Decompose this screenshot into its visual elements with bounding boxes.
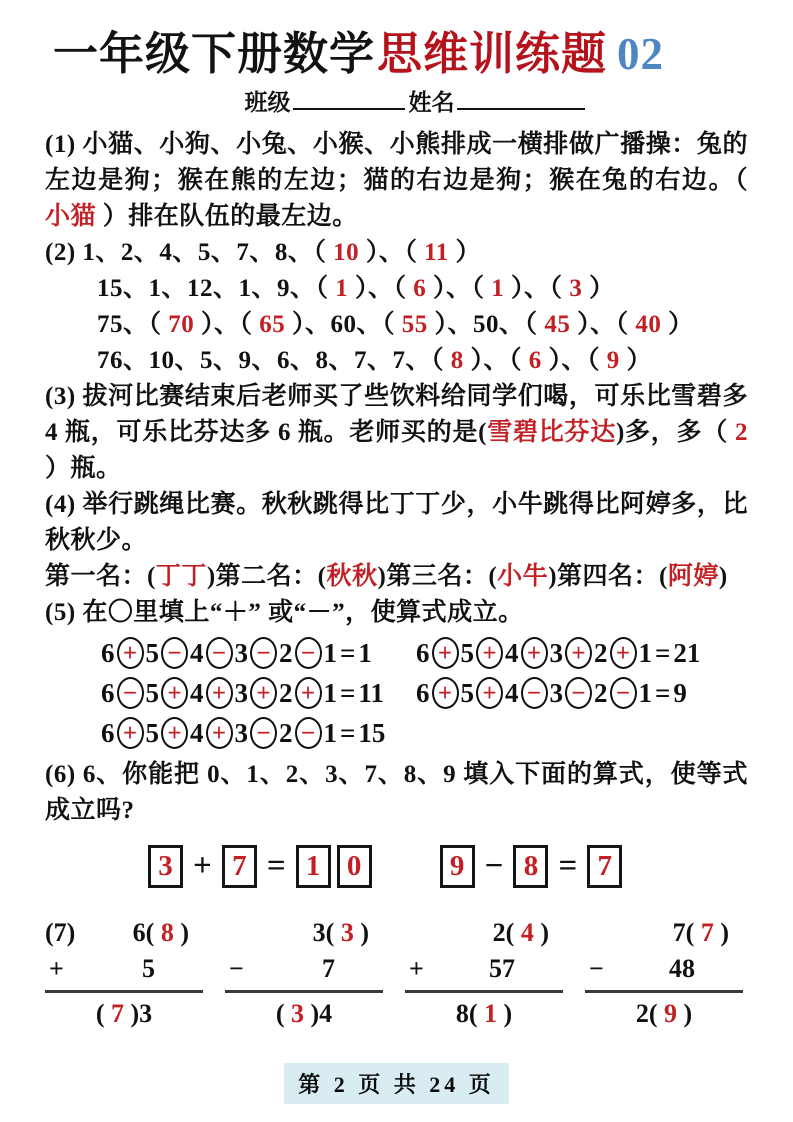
text-segment: )第三名：( (377, 563, 498, 591)
operator-circle: − (250, 637, 277, 669)
text-segment: 8( (455, 999, 484, 1029)
top-operand (493, 918, 549, 948)
top-operand (133, 918, 189, 948)
operator-circle: + (117, 637, 144, 669)
operator-symbol: = (558, 848, 578, 885)
equals-sign: = (655, 677, 671, 708)
problem-top-line (45, 918, 203, 948)
problem-top-line (225, 918, 383, 948)
text-segment: 小猫 (45, 203, 97, 231)
equation-number: 1 (323, 717, 337, 748)
text-segment: 15、1、12、1、9、（ (97, 275, 336, 303)
operator-circle: − (161, 637, 188, 669)
box-equation (437, 845, 626, 888)
operator-circle: + (610, 637, 637, 669)
question-7 (45, 918, 748, 1029)
equation-number: 5 (145, 637, 159, 668)
problem-result-line (225, 993, 383, 1029)
text-segment: ）、（ (504, 275, 570, 303)
text-segment: 55 (401, 311, 428, 339)
text-segment: 1 (484, 999, 497, 1029)
class-label: 班级 (244, 90, 291, 116)
equation-number: 3 (234, 677, 248, 708)
equation-number: 5 (145, 717, 159, 748)
second-operand: 57 (489, 954, 515, 984)
operator-circle: + (476, 677, 503, 709)
text-segment: (1) 小猫、小狗、小兔、小猴、小熊排成一横排做广播操：兔的左边是狗；猴在熊的左边；猫的右边是狗；猴在兔的右边。（ (45, 131, 748, 195)
question-5 (45, 595, 748, 749)
text-segment: )4 (304, 999, 333, 1029)
equation-number: 3 (549, 637, 563, 668)
operator-circle: − (295, 717, 322, 749)
equation-number: 2 (594, 637, 608, 668)
text-segment: 秋秋 (326, 563, 378, 591)
vertical-problem (225, 918, 383, 1029)
answer-box: 8 (513, 845, 548, 888)
box-equation (145, 845, 375, 888)
equation-number: 2 (279, 677, 293, 708)
equation-number: 4 (505, 637, 519, 668)
equation-number: 6 (416, 677, 430, 708)
text-segment: 阿婷 (667, 563, 719, 591)
title-part-red: 思维训练题 (377, 29, 608, 79)
text-segment: 2 (735, 419, 748, 447)
equation (415, 677, 688, 709)
text-segment: 第一名：( (45, 563, 156, 591)
equation-number: 3 (234, 717, 248, 748)
text-segment: ) (713, 918, 729, 948)
text-segment: ) (718, 563, 728, 591)
operator-sign: − (589, 954, 604, 984)
title-part-number: 02 (617, 29, 665, 79)
text-segment: 7( (672, 918, 701, 948)
operator-sign: − (229, 954, 244, 984)
operator-circle: + (161, 717, 188, 749)
text-segment: 2( (492, 918, 521, 948)
equation-number: 6 (101, 677, 115, 708)
question-2-sequence-1 (45, 235, 748, 271)
text-segment: 丁丁 (155, 563, 207, 591)
equation-number: 4 (190, 637, 204, 668)
equation-number: 5 (460, 677, 474, 708)
text-segment: ）、（ (348, 275, 414, 303)
equation-number: 1 (323, 677, 337, 708)
answer-box: 0 (337, 845, 372, 888)
equation-number: 6 (101, 637, 115, 668)
equation (100, 677, 415, 709)
equation-number: 6 (101, 717, 115, 748)
equation-number: 1 (323, 637, 337, 668)
equation-result: 15 (358, 717, 386, 748)
class-blank-field (293, 88, 405, 110)
text-segment: 雪碧比芬达 (486, 419, 616, 447)
text-segment: 1 (335, 275, 349, 303)
problem-result-line (585, 993, 743, 1029)
question-1 (45, 127, 748, 235)
answer-box: 7 (222, 845, 257, 888)
equation-number: 4 (505, 677, 519, 708)
equation-number: 2 (594, 677, 608, 708)
operator-circle: − (610, 677, 637, 709)
equation-number: 3 (549, 677, 563, 708)
text-segment: ) (533, 918, 549, 948)
equation-number: 2 (279, 637, 293, 668)
text-segment: 2( (635, 999, 664, 1029)
text-segment: 45 (544, 311, 571, 339)
text-segment: ）排在队伍的最左边。 (96, 203, 358, 231)
operator-circle: + (476, 637, 503, 669)
equation-number: 1 (638, 677, 652, 708)
problem-result-line (45, 993, 203, 1029)
equals-sign: = (340, 637, 356, 668)
text-segment: (2) 1、2、4、5、7、8、（ (45, 239, 334, 267)
text-segment: )3 (124, 999, 153, 1029)
operator-circle: + (295, 677, 322, 709)
question-5-instruction: (5) 在〇里填上“＋” 或“－”，使算式成立。 (45, 599, 524, 627)
text-segment: ） (661, 311, 694, 339)
text-segment: ( (275, 999, 291, 1029)
text-segment: 7 (700, 918, 714, 948)
equation-number: 3 (234, 637, 248, 668)
text-segment: ）、50、（ (427, 311, 545, 339)
question-7-label: (7) (45, 918, 76, 948)
operator-sign: + (49, 954, 64, 984)
page-number-badge: 第 2 页 共 24 页 (284, 1063, 509, 1104)
vertical-problem (405, 918, 563, 1029)
page-title (53, 26, 748, 82)
operator-circle: + (117, 717, 144, 749)
text-segment: 7 (111, 999, 124, 1029)
equation-row (100, 637, 748, 669)
text-segment: 4 (520, 918, 534, 948)
equation-result: 1 (358, 637, 372, 668)
text-segment: 6 (413, 275, 427, 303)
equation-number: 2 (279, 717, 293, 748)
second-operand: 5 (142, 954, 155, 984)
text-segment: ) (677, 999, 693, 1029)
text-segment: 1 (491, 275, 505, 303)
text-segment: ( (95, 999, 111, 1029)
operator-circle: + (565, 637, 592, 669)
problem-top-line (585, 918, 743, 948)
text-segment: 70 (168, 311, 195, 339)
operator-sign: + (409, 954, 424, 984)
text-segment: ）、（ (426, 275, 492, 303)
second-operand: 48 (669, 954, 695, 984)
equals-sign: = (340, 717, 356, 748)
text-segment: ） (619, 347, 653, 375)
text-segment: 40 (635, 311, 662, 339)
operator-circle: + (521, 637, 548, 669)
vertical-problem (585, 918, 743, 1029)
equation (100, 637, 415, 669)
operator-circle: + (432, 677, 459, 709)
text-segment: ）、（ (194, 311, 260, 339)
equation-number: 6 (416, 637, 430, 668)
equation-row (100, 677, 748, 709)
operator-circle: − (565, 677, 592, 709)
text-segment: ）、（ (359, 239, 425, 267)
equation-result: 11 (358, 677, 384, 708)
text-segment: ） (582, 275, 615, 303)
operator-circle: − (117, 677, 144, 709)
problem-operator-line (585, 952, 743, 993)
text-segment: 65 (259, 311, 286, 339)
operator-circle: + (250, 677, 277, 709)
question-5-equations (45, 637, 748, 749)
text-segment: 3( (312, 918, 341, 948)
page-footer (45, 1063, 748, 1104)
text-segment: 小牛 (497, 563, 549, 591)
operator-circle: + (161, 677, 188, 709)
text-segment: ） (448, 239, 482, 267)
answer-box: 9 (440, 845, 475, 888)
text-segment: ）、（ (570, 311, 636, 339)
question-2-sequence-4 (45, 343, 748, 379)
title-part-black: 一年级下册数学 (53, 29, 376, 79)
text-segment: ) (173, 918, 189, 948)
text-segment: ) (497, 999, 513, 1029)
equation-number: 1 (638, 637, 652, 668)
text-segment: )第四名：( (548, 563, 668, 591)
text-segment: 10 (333, 239, 360, 267)
operator-symbol: = (266, 848, 286, 885)
equation-number: 4 (190, 717, 204, 748)
text-segment: ）、（ (541, 347, 607, 375)
question-2-sequence-3 (45, 307, 748, 343)
text-segment: 3 (291, 999, 304, 1029)
top-operand (313, 918, 369, 948)
question-6-equations (45, 845, 748, 888)
text-segment: ）瓶。 (45, 455, 122, 483)
equation (415, 637, 701, 669)
question-3 (45, 379, 748, 487)
equation-number: 5 (460, 637, 474, 668)
text-segment: 6 (528, 347, 542, 375)
text-segment: 3 (340, 918, 354, 948)
text-segment: (3) 拔河比赛结束后老师买了些饮料给同学们喝，可乐比雪碧多 4 瓶，可乐比芬达多 6 瓶。老师买的是( (45, 383, 748, 447)
text-segment: 8 (450, 347, 464, 375)
problem-operator-line (405, 952, 563, 993)
equation-result: 21 (673, 637, 701, 668)
top-operand (673, 918, 729, 948)
problem-operator-line (45, 952, 203, 993)
equation-result: 9 (673, 677, 687, 708)
equation (100, 717, 415, 749)
question-4: (4) 举行跳绳比赛。秋秋跳得比丁丁少，小牛跳得比阿婷多，比秋秋少。 (45, 491, 748, 555)
problem-result-line (405, 993, 563, 1029)
text-segment: 3 (569, 275, 583, 303)
text-segment: 76、10、5、9、6、8、7、7、（ (97, 347, 451, 375)
answer-box: 1 (296, 845, 331, 888)
operator-circle: + (432, 637, 459, 669)
question-6 (45, 757, 748, 888)
question-2-sequence-2 (45, 271, 748, 307)
name-label: 姓名 (408, 90, 455, 116)
text-segment: )第二名：( (206, 563, 327, 591)
operator-symbol: + (193, 848, 212, 885)
text-segment: 9 (606, 347, 620, 375)
operator-circle: − (250, 717, 277, 749)
question-6-instruction: (6) 6、你能把 0、1、2、3、7、8、9 填入下面的算式，使等式成立吗? (45, 761, 748, 825)
text-segment: 8 (160, 918, 174, 948)
text-segment: )多，多（ (615, 419, 735, 447)
student-info-line (85, 84, 748, 117)
equals-sign: = (340, 677, 356, 708)
problem-top-line (405, 918, 563, 948)
operator-circle: − (521, 677, 548, 709)
text-segment: ）、（ (463, 347, 529, 375)
operator-symbol: − (484, 848, 504, 885)
operator-circle: − (295, 637, 322, 669)
operator-circle: + (206, 677, 233, 709)
operator-circle: + (206, 717, 233, 749)
text-segment: 75、（ (97, 311, 169, 339)
text-segment: ) (353, 918, 369, 948)
answer-box: 7 (587, 845, 622, 888)
equation-number: 5 (145, 677, 159, 708)
equals-sign: = (655, 637, 671, 668)
question-2 (45, 235, 748, 379)
text-segment: ）、60、（ (285, 311, 402, 339)
second-operand: 7 (322, 954, 335, 984)
text-segment: 6( (132, 918, 161, 948)
vertical-problem (45, 918, 203, 1029)
text-segment: 11 (424, 239, 449, 267)
operator-circle: − (206, 637, 233, 669)
text-segment: 9 (664, 999, 677, 1029)
question-4-ranking (45, 559, 748, 595)
equation-row (100, 717, 748, 749)
problem-operator-line (225, 952, 383, 993)
name-blank-field (457, 88, 585, 110)
equation-number: 4 (190, 677, 204, 708)
answer-box: 3 (148, 845, 183, 888)
